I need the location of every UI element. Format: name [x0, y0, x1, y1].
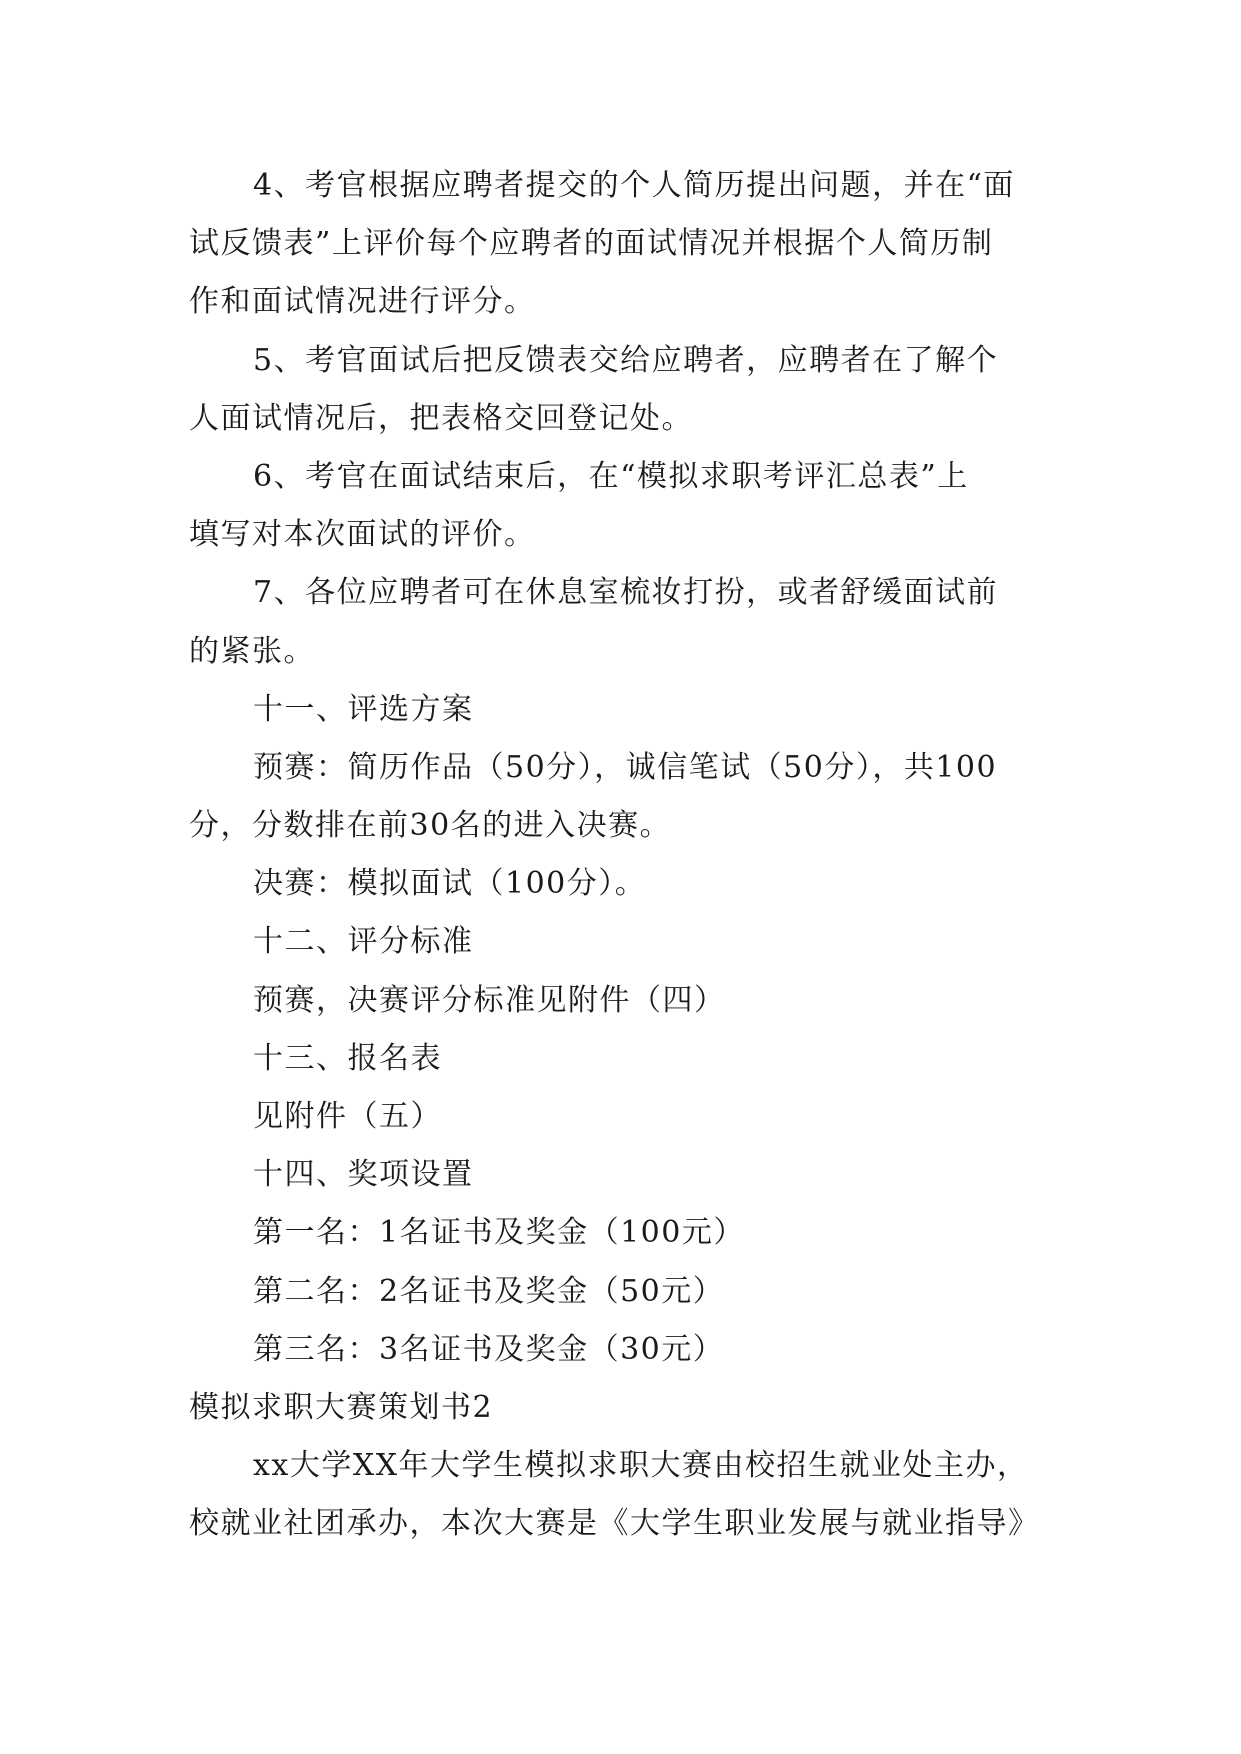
paragraph-line: 试反馈表”上评价每个应聘者的面试情况并根据个人简历制	[189, 226, 994, 262]
paragraph-line: 6、考官在面试结束后，在“模拟求职考评汇总表”上	[253, 458, 969, 494]
award-line: 第三名：3名证书及奖金（30元）	[253, 1331, 725, 1367]
paragraph-line: 决赛：模拟面试（100分）。	[253, 866, 647, 902]
paragraph-line: 预赛，决赛评分标准见附件（四）	[253, 982, 726, 1018]
paragraph-line: 人面试情况后，把表格交回登记处。	[189, 400, 693, 436]
paragraph-line: 预赛：简历作品（50分），诚信笔试（50分），共100	[253, 749, 998, 785]
award-line: 第一名：1名证书及奖金（100元）	[253, 1215, 745, 1251]
paragraph-line: 的紧张。	[189, 633, 315, 669]
award-line: 第二名：2名证书及奖金（50元）	[253, 1273, 725, 1309]
paragraph-line: xx大学XX年大学生模拟求职大赛由校招生就业处主办，	[253, 1448, 1029, 1484]
section-heading: 十四、奖项设置	[253, 1157, 474, 1193]
paragraph-line: 校就业社团承办，本次大赛是《大学生职业发展与就业指导》	[189, 1506, 1040, 1542]
paragraph-line: 填写对本次面试的评价。	[189, 517, 536, 553]
paragraph-line: 见附件（五）	[253, 1099, 442, 1134]
paragraph-line: 7、各位应聘者可在休息室梳妆打扮，或者舒缓面试前	[253, 575, 999, 611]
section-heading: 十二、评分标准	[253, 924, 474, 960]
section-heading: 十一、评选方案	[253, 691, 474, 727]
document-body	[189, 157, 1059, 1554]
paragraph-line: 5、考官面试后把反馈表交给应聘者，应聘者在了解个	[253, 342, 999, 378]
paragraph-line: 作和面试情况进行评分。	[189, 284, 536, 320]
section-heading: 十三、报名表	[253, 1040, 442, 1076]
paragraph-line: 4、考官根据应聘者提交的个人简历提出问题，并在“面	[253, 168, 1015, 203]
paragraph-line: 分，分数排在前30名的进入决赛。	[189, 808, 672, 844]
document-title: 模拟求职大赛策划书2	[189, 1389, 494, 1425]
